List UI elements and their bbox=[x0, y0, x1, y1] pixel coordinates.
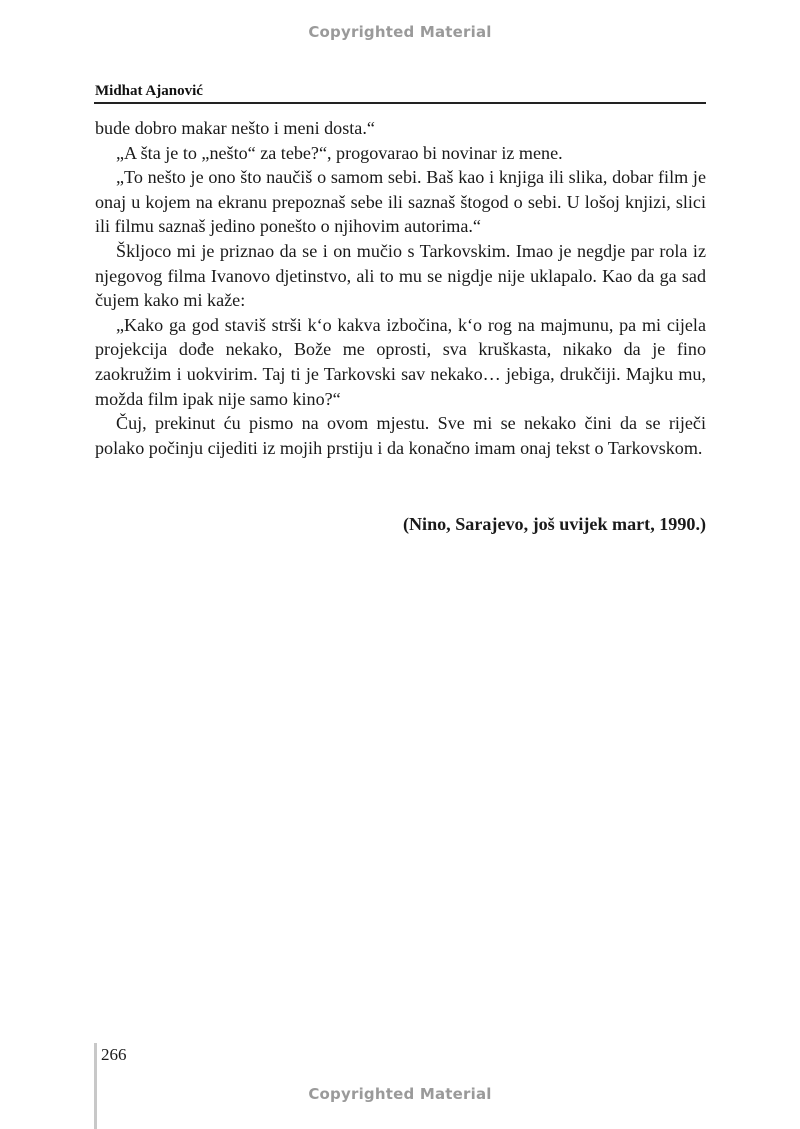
author-name: Midhat Ajanović bbox=[95, 83, 203, 99]
paragraph: Škljoco mi je priznao da se i on mučio s Tarkovskim. Imao je negdje par rola iz njegovog filma Ivanovo djetinstvo, ali to mu se nigdje nije uklapalo. Kao da ga sad čujem kako mi kaže: bbox=[95, 240, 706, 311]
copyright-watermark-top: Copyrighted Material bbox=[308, 23, 492, 41]
copyright-watermark-bottom: Copyrighted Material bbox=[308, 1085, 492, 1103]
body-text bbox=[95, 116, 706, 460]
paragraph: Čuj, prekinut ću pismo na ovom mjestu. Sve mi se nekako čini da se riječi polako počinju cijediti iz mojih prstiju i da konačno imam onaj tekst o Tarkovskom. bbox=[95, 413, 706, 458]
running-header bbox=[94, 82, 706, 104]
letter-signature: (Nino, Sarajevo, još uvijek mart, 1990.) bbox=[402, 514, 706, 534]
paragraph: „Kako ga god staviš strši k‘o kakva izbočina, k‘o rog na majmunu, pa mi cijela projekcija dođe nekako, Bože me oprosti, sva kruškasta, nikako da je fino zaokružim i uokvirim. Taj ti je Tarkovski sav nekako… jebiga, drukčiji. Majku mu, možda film ipak nije samo kino?“ bbox=[95, 314, 706, 409]
paragraph: „To nešto je ono što naučiš o samom sebi. Baš kao i knjiga ili slika, dobar film je onaj u kojem na ekranu prepoznaš sebe ili saznaš štogod o sebi. U lošoj knjizi, slici ili filmu saznaš jedino ponešto o njihovim autorima.“ bbox=[95, 167, 706, 237]
paragraph: bude dobro makar nešto i meni dosta.“ bbox=[95, 118, 375, 138]
paragraph: „A šta je to „nešto“ za tebe?“, progovarao bi novinar iz mene. bbox=[116, 142, 563, 163]
page-number: 266 bbox=[101, 1045, 127, 1064]
